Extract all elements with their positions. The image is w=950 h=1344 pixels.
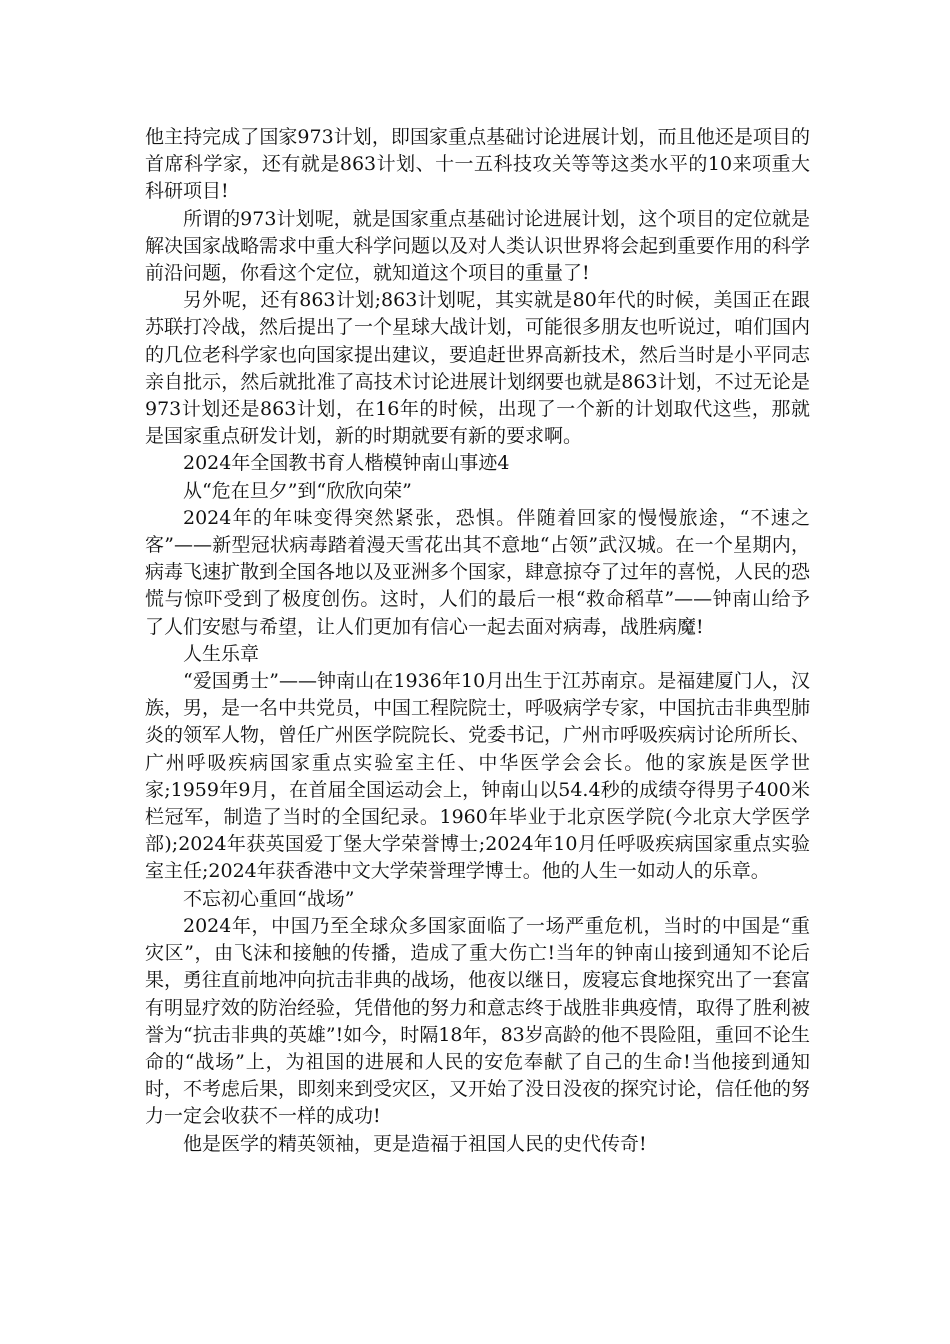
subheading-life: 人生乐章: [183, 642, 260, 665]
paragraph-973-intro: 他主持完成了国家973计划，即国家重点基础讨论进展计划，而且他还是项目的首席科学家，还有就是863计划、十一五科技攻关等等这类水平的10来项重大科研项目!: [145, 126, 810, 203]
document-page: [145, 124, 810, 1158]
paragraph-epidemic: 2024年的年味变得突然紧张，恐惧。伴随着回家的慢慢旅途，“不速之客”——新型冠状病毒踏着漫天雪花出其不意地“占领”武汉城。在一个星期内，病毒飞速扩散到全国各地以及亚洲多个国家，肆意掠夺了过年的喜悦，人民的恐慌与惊吓受到了极度创伤。这时，人们的最后一根“救命稻草”——钟南山给予了人们安慰与希望，让人们更加有信心一起去面对病毒，战胜病魔!: [145, 506, 811, 638]
section-title: 2024年全国教书育人楷模钟南山事迹4: [183, 452, 510, 475]
paragraph-973-definition: 所谓的973计划呢，就是国家重点基础讨论进展计划，这个项目的定位就是解决国家战略需求中重大科学问题以及对人类认识世界将会起到重要作用的科学前沿问题，你看这个定位，就知道这个项目的重量了!: [145, 207, 811, 285]
paragraph-sars: 2024年，中国乃至全球众多国家面临了一场严重危机，当时的中国是“重灾区”，由飞沫和接触的传播，造成了重大伤亡!当年的钟南山接到通知不论后果，勇往直前地冲向抗击非典的战场，他夜以继日，废寝忘食地探究出了一套富有明显疗效的防治经验，凭借他的努力和意志终于战胜非典疫情，取得了胜利被誉为“抗击非典的英雄”!如今，时隔18年，83岁高龄的他不畏险阻，重回不论生命的“战场”上，为祖国的进展和人民的安危奉献了自己的生命!当他接到通知时，不考虑后果，即刻来到受灾区，又开始了没日没夜的探究讨论，信任他的努力一定会收获不一样的成功!: [145, 914, 811, 1128]
subheading-crisis: 从“危在旦夕”到“欣欣向荣”: [183, 479, 412, 502]
paragraph-biography: “爱国勇士”——钟南山在1936年10月出生于江苏南京。是福建厦门人，汉族，男，是一名中共党员，中国工程院院士，呼吸病学专家，中国抗击非典型肺炎的领军人物，曾任广州医学院院长、党委书记，广州市呼吸疾病讨论所所长、广州呼吸疾病国家重点实验室主任、中华医学会会长。他的家族是医学世家;1959年9月，在首届全国运动会上，钟南山以54.4秒的成绩夺得男子400米栏冠军，制造了当时的全国纪录。1960年毕业于北京医学院(今北京大学医学部);2024年获英国爱丁堡大学荣誉博士;2024年10月任呼吸疾病国家重点实验室主任;2024年获香港中文大学荣誉理学博士。他的人生一如动人的乐章。: [145, 670, 811, 883]
paragraph-conclusion: 他是医学的精英领袖，更是造福于祖国人民的史代传奇!: [183, 1132, 647, 1155]
paragraph-863-history: 另外呢，还有863计划;863计划呢，其实就是80年代的时候，美国正在跟苏联打冷战，然后提出了一个星球大战计划，可能很多朋友也听说过，咱们国内的几位老科学家也向国家提出建议，要追赶世界高新技术，然后当时是小平同志亲自批示，然后就批准了高技术讨论进展计划纲要也就是863计划，不过无论是973计划还是863计划，在16年的时候，出现了一个新的计划取代这些，那就是国家重点研发计划，新的时期就要有新的要求啊。: [145, 289, 811, 448]
subheading-battlefield: 不忘初心重回“战场”: [183, 887, 355, 910]
